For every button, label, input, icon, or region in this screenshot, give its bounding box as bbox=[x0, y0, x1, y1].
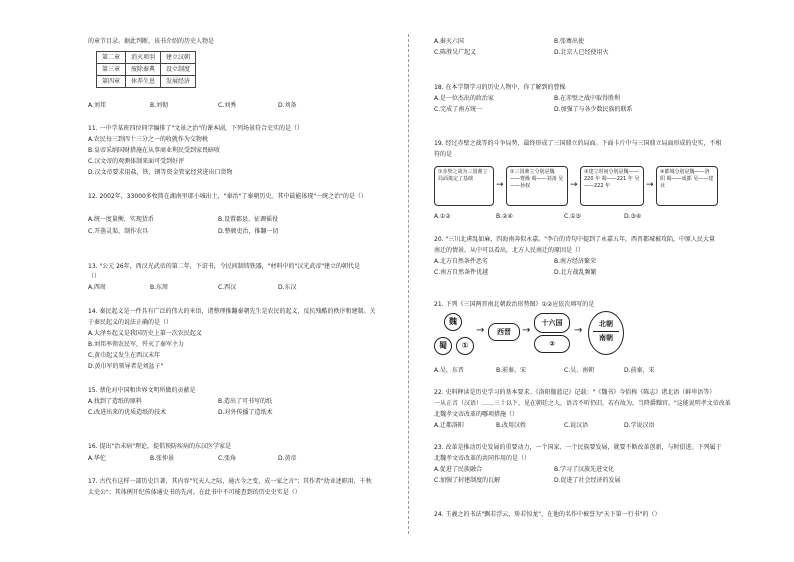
q13-paren: （） bbox=[88, 273, 101, 280]
q13-option-b[interactable]: B.东周 bbox=[150, 284, 169, 291]
q21-option-b[interactable]: B.前秦、宋 bbox=[496, 367, 527, 374]
arrow-right-icon: → bbox=[496, 180, 504, 190]
q13-stem: 13. "公元 26年，西汉光武帝的第二年，下诏书，令民间制铸铁器，"材料中的"汉光武帝"建立的朝代是 bbox=[88, 263, 361, 270]
q12-option-d[interactable]: D.整顿吏治，推翻一切 bbox=[218, 228, 279, 235]
q10-option-d[interactable]: D.刘备 bbox=[278, 102, 297, 109]
q23-option-b[interactable]: B.学习了汉族先进文化 bbox=[554, 466, 615, 473]
table-row bbox=[97, 64, 196, 76]
q20-option-b[interactable]: B.南方经济繁荣 bbox=[554, 258, 597, 265]
column-divider bbox=[408, 34, 409, 534]
q15-stem: 15. 蔡伦对中国和世界文明所做的贡献是 bbox=[88, 387, 196, 394]
q10-option-b[interactable]: B.刘彻 bbox=[150, 102, 169, 109]
q14-option-b[interactable]: B.刘邦率领农民军，歼灭了秦军主力 bbox=[88, 341, 185, 348]
diagram-north-south bbox=[588, 311, 624, 355]
q19-stem-line2: 符的是 bbox=[434, 151, 453, 158]
table-cell: 废除秦典 bbox=[126, 64, 161, 76]
q22-option-a[interactable]: A.迁都洛阳 bbox=[434, 422, 464, 429]
q21-dynasty-diagram bbox=[434, 311, 634, 361]
q22-option-b[interactable]: B.改用汉姓 bbox=[496, 422, 527, 429]
arrow-right-icon: → bbox=[570, 180, 578, 190]
q11-option-b[interactable]: B.皇帝采纳国财措施在从事商业利民受到家畏暗收 bbox=[88, 147, 221, 154]
q15-option-a[interactable]: A.找到了造纸的原料 bbox=[88, 398, 142, 405]
q12-option-c[interactable]: C.开凿灵渠，制作农具 bbox=[88, 228, 149, 235]
q16-option-b[interactable]: B.张仲景 bbox=[150, 455, 175, 462]
right-column bbox=[434, 0, 774, 562]
q16-stem: 16. 提出"治未病"理论，提倡预防疾病的东汉医学家是 bbox=[88, 443, 231, 450]
diagram-shiliuguo: 十六国 bbox=[534, 313, 570, 333]
table-row bbox=[97, 76, 196, 88]
q13-option-a[interactable]: A.西周 bbox=[88, 284, 106, 291]
q17-option-b[interactable]: B.张骞出使 bbox=[554, 38, 585, 45]
q21-option-d[interactable]: D.前秦、宋 bbox=[624, 367, 655, 374]
q20-stem-line1: 20. "三川北虏乱如麻，四海南奔似永嘉。"李白的诗句中提到了永嘉五年，西晋都城被攻陷，中原人民大量 bbox=[434, 236, 715, 243]
q14-option-d[interactable]: D.黄巾军的领导者是刘盆子" bbox=[88, 363, 164, 370]
q12-option-a[interactable]: A.统一度量衡，实现货币 bbox=[88, 216, 154, 223]
q13-option-c[interactable]: C.西汉 bbox=[218, 284, 237, 291]
table-cell: 发展经济 bbox=[161, 76, 196, 88]
q24-stem: 24. 王羲之的书法"飘若浮云，矫若惊龙"，在他的名作中被誉为"天下第一行书"的（） bbox=[434, 511, 661, 518]
q11-stem: 11. 一中学某班四位同学编排了"文景之治"的课本剧，下列场景符合史实的是（） bbox=[88, 125, 303, 132]
q23-option-d[interactable]: D.促进了社会经济的发展 bbox=[554, 477, 621, 484]
table-cell: 消灭项羽 bbox=[126, 52, 161, 64]
q10-option-a[interactable]: A.刘邦 bbox=[88, 102, 106, 109]
q20-stem-line2: 南迁的情景。从中可以看出，北方人民南迁的原因是（） bbox=[434, 247, 585, 254]
diagram-separator bbox=[593, 331, 619, 332]
table-cell: 第二章 bbox=[97, 52, 126, 64]
diagram-shu: 蜀 bbox=[434, 337, 452, 355]
chapter-table bbox=[96, 51, 196, 88]
q22-stem-line3: 北魏孝文帝改革的哪项措施（） bbox=[434, 411, 519, 418]
q17-option-c[interactable]: C.陈胜吴广起义 bbox=[434, 49, 477, 56]
table-row bbox=[97, 52, 196, 64]
q17-stem-line1: 17. 古代有这样一部历史巨著，其内容"究天人之际，通古今之变，成一家之言"；其作者"幼业述职用，千秋 bbox=[88, 478, 372, 485]
table-cell: 休养生息 bbox=[126, 76, 161, 88]
q21-stem: 21. 下列《三国两晋南北朝政治形势图》①②应依次填写的是 bbox=[434, 301, 595, 308]
q12-option-b[interactable]: B.设置郡县、征调徭役 bbox=[218, 216, 279, 223]
q22-stem-line2: 一从正音（汉语）……三十以下，见在朝廷之人，语音不听仍旧，若有故为，当降爵黜官。"这能说明孝文帝改革 bbox=[434, 400, 731, 407]
q22-option-d[interactable]: D.学说汉语 bbox=[624, 422, 655, 429]
arrow-right-icon: → bbox=[522, 325, 531, 336]
q19-card-1: ①赤壁之战为三国鼎立局面奠定了基础 bbox=[434, 166, 494, 206]
q20-option-c[interactable]: C.南方自然条件优越 bbox=[434, 269, 489, 276]
left-column bbox=[88, 0, 428, 562]
table-cell: 第三章 bbox=[97, 64, 126, 76]
q19-option-d[interactable]: D.③④ bbox=[624, 213, 642, 220]
q18-option-a[interactable]: A.是一位杰出的政治家 bbox=[434, 95, 494, 102]
q15-option-b[interactable]: B.造出了可书写的纸 bbox=[218, 398, 273, 405]
q21-option-c[interactable]: C.吴、南朝 bbox=[564, 367, 595, 374]
q20-option-d[interactable]: D.北方战乱频繁 bbox=[554, 269, 597, 276]
q19-card-3: ③建立时间分别是魏——220 年 蜀——221 年 吴——222 年 bbox=[580, 166, 644, 206]
table-cell: 第四章 bbox=[97, 76, 126, 88]
q16-option-d[interactable]: D.黄帝 bbox=[278, 455, 297, 462]
q18-option-c[interactable]: C.完成了南方统一 bbox=[434, 106, 483, 113]
q23-option-a[interactable]: A.促进了民族融合 bbox=[434, 466, 482, 473]
diagram-beichao: 北朝 bbox=[599, 320, 613, 328]
q17-option-a[interactable]: A.秦灭六国 bbox=[434, 38, 464, 45]
q23-option-c[interactable]: C.加强了封建制度的瓦解 bbox=[434, 477, 501, 484]
q17-option-d[interactable]: D.北京人已经使用火 bbox=[554, 49, 609, 56]
arrow-right-icon: → bbox=[574, 325, 583, 336]
q19-stem-line1: 19. 经过赤壁之战等的斗争局势，最终形成了三国鼎立的局面。下面卡片中与三国鼎立局面形成的史实，不相 bbox=[434, 140, 722, 147]
diagram-circle-2: ② bbox=[534, 335, 570, 353]
q23-stem-line1: 23. 改革是推动历史发展的重要动力，一个国家、一个民族要发展，就要不断改革创新，与时俱进。下列属于 bbox=[434, 444, 722, 451]
q19-card-4: ④都城分别是魏——洛阳 蜀——成都 吴——建业 bbox=[656, 166, 718, 206]
q23-stem-line2: 北魏孝文帝改革的共同作用的是（） bbox=[434, 455, 531, 462]
diagram-wei: 魏 bbox=[444, 313, 462, 331]
q19-option-a[interactable]: A.①② bbox=[434, 213, 451, 220]
q20-option-a[interactable]: A.北方自然条件恶劣 bbox=[434, 258, 488, 265]
q15-option-d[interactable]: D.对外传播了造纸术 bbox=[218, 409, 273, 416]
q17-stem-line2: 太史公"；其体例开纪传体通史书的先河。在此书中不可能查到的历史史实是（） bbox=[88, 489, 301, 496]
q18-stem: 18. 在本学期学习的历史人物中，你了解到的曹操 bbox=[434, 84, 566, 91]
q10-option-c[interactable]: C.刘秀 bbox=[218, 102, 237, 109]
q15-option-c[interactable]: C.改进出来的优质造纸的技术 bbox=[88, 409, 167, 416]
q16-option-c[interactable]: C.张角 bbox=[218, 455, 237, 462]
arrow-right-icon: → bbox=[646, 180, 654, 190]
table-cell: 建立汉朝 bbox=[161, 52, 196, 64]
arrow-right-icon: → bbox=[476, 325, 485, 336]
q10-intro: 的章节目录。据此判断，该书介绍的历史人物是 bbox=[88, 38, 215, 45]
table-cell: 设立制度 bbox=[161, 64, 196, 76]
q19-option-c[interactable]: C.①③ bbox=[564, 213, 581, 220]
q14-stem-line2: 于秦民起义的说法正确的是（） bbox=[88, 319, 173, 326]
q19-option-b[interactable]: B.②④ bbox=[496, 213, 513, 220]
q11-option-c[interactable]: C.汉文帝的观测体制来面可受到好评 bbox=[88, 158, 185, 165]
q19-card-flow bbox=[434, 166, 774, 208]
diagram-nanchao: 南朝 bbox=[599, 333, 613, 342]
q21-option-a[interactable]: A.吴、东晋 bbox=[434, 367, 464, 374]
q14-option-a[interactable]: A.大泽乡起义是我国历史上第一次农民起义 bbox=[88, 330, 202, 337]
q22-stem-line1: 22. 史料释读是历史学习的基本要求。《洛阳伽蓝记》记载："《魏书》今俗称《陈志》诸北语（鲜卑语等） bbox=[434, 389, 716, 396]
q18-option-d[interactable]: D.加强了与各少数民族的联系 bbox=[554, 106, 633, 113]
diagram-circle-1: ① bbox=[456, 337, 474, 355]
q18-option-b[interactable]: B.在赤壁之战中取得胜利 bbox=[554, 95, 621, 102]
q11-option-d[interactable]: D.汉文帝要求用盐，铁、钢等资金管家经营进出口货物 bbox=[88, 169, 233, 176]
q11-option-a[interactable]: A.农民每三到四十三分之一的收就作为交物税 bbox=[88, 136, 208, 143]
q12-stem: 12. 2002年，33000多枚简在湖南里耶小城出土，"秦治"了秦朝历史。其中最能体现"一统之治"的是（） bbox=[88, 193, 367, 200]
q14-option-c[interactable]: C.黄巾起义发生在西汉末年 bbox=[88, 352, 161, 359]
q13-option-d[interactable]: D.东汉 bbox=[278, 284, 297, 291]
q19-card-2: ②三国鼎立分别是魏——曹操 蜀——刘备 吴——孙权 bbox=[506, 166, 568, 206]
q22-option-c[interactable]: C.说汉语 bbox=[564, 422, 589, 429]
diagram-xijin: 西晋 bbox=[488, 323, 520, 341]
q16-option-a[interactable]: A.华佗 bbox=[88, 455, 106, 462]
q14-stem-line1: 14. 秦民起义是一件具有广泛的伟大的米语，诸整理推翻秦朝先生是农民的起义，反抗残酷的秩序和建制。关 bbox=[88, 308, 376, 315]
